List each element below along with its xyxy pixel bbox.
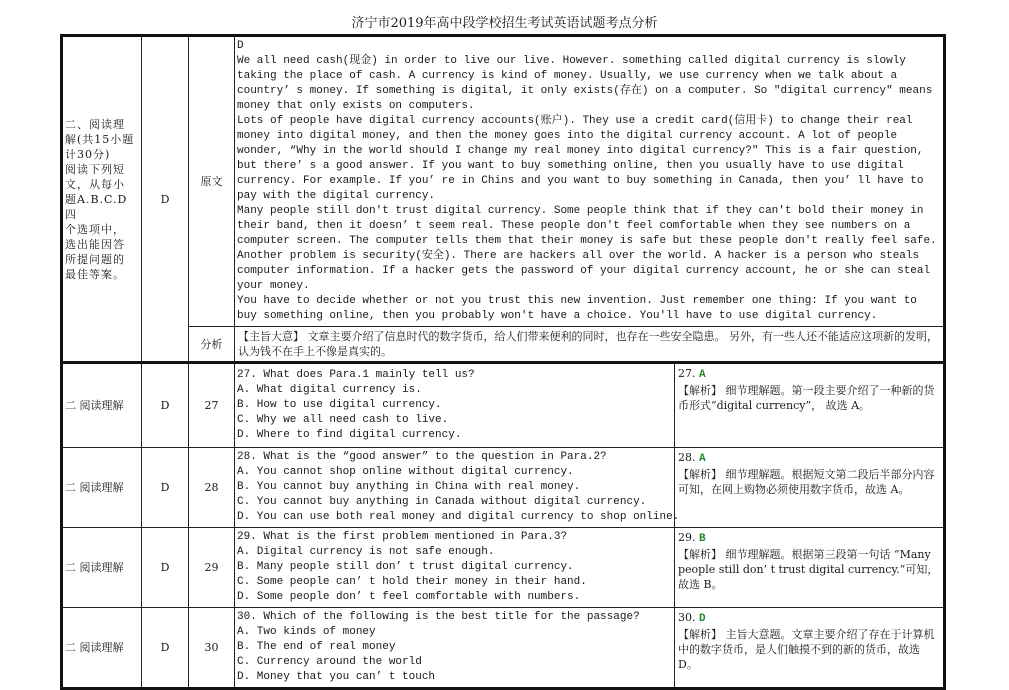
passage-paragraph: We all need cash(现金) in order to live our live. However. something called digital currency is slowly taking the place of cash. A currency is kind of money. Usually, we use currency when we talk about a country’ s money. If something is digital, it only exists(存在) on a computer. So ″digital currency″ means money that only exists on computers. bbox=[237, 55, 933, 112]
answer-explanation: 【解析】 主旨大意题。文章主要介绍了存在于计算机中的数字货币，是人们触摸不到的新的货币，故选 D。 bbox=[678, 628, 935, 671]
answer-letter: A bbox=[699, 369, 706, 381]
answer-prefix: 28. bbox=[678, 451, 696, 464]
question-number: 30 bbox=[189, 608, 235, 689]
passage-paragraph: Lots of people have digital currency accounts(账户). They use a credit card(信用卡) to change their real money into digital money, and then the money goes into the digital currency account. A lot of people wonder, “Why in the world should I change my real money into digital currency?″ This is a fair question, but there’ s a good answer. If you want to buy something online, then you usually have to use digital currency. For example. If you’ re in Chins and you want to buy something in Canada, then you’ ll have to pay with the digital currency. bbox=[237, 115, 924, 202]
question-section: 二 阅读理解 bbox=[62, 528, 142, 608]
question-passage: D bbox=[142, 608, 189, 689]
question-option: A. What digital currency is. bbox=[237, 384, 422, 396]
answer-letter: B bbox=[699, 533, 706, 545]
answer-prefix: 29. bbox=[678, 531, 696, 544]
question-option: A. Two kinds of money bbox=[237, 626, 376, 638]
question-option: B. How to use digital currency. bbox=[237, 399, 442, 411]
answer-line bbox=[678, 530, 940, 547]
question-number: 28 bbox=[189, 448, 235, 528]
passage-paragraph: You have to decide whether or not you trust this new invention. Just remember one thing: If you want to buy something online, then you probably won't have a choice. You'll have to use digital currency. bbox=[237, 295, 917, 322]
passage-row bbox=[62, 36, 945, 327]
answer-explanation: 【解析】 细节理解题。根据短文第二段后半部分内容可知，在网上购物必须使用数字货币，故选 A。 bbox=[678, 468, 935, 496]
answer-line bbox=[678, 450, 940, 467]
question-option: A. Digital currency is not safe enough. bbox=[237, 546, 495, 558]
section-label-line: 阅读下列短 bbox=[65, 162, 125, 176]
question-option: C. You cannot buy anything in Canada without digital currency. bbox=[237, 496, 647, 508]
question-option: B. Many people still don’ t trust digital currency. bbox=[237, 561, 574, 573]
page-title: 济宁市2019年高中段学校招生考试英语试题考点分析 bbox=[351, 16, 658, 31]
section-label-line: 解(共15小题 bbox=[65, 132, 135, 146]
question-number: 27 bbox=[189, 363, 235, 448]
answer-cell bbox=[675, 608, 945, 689]
section-label-line: 题A.B.C.D四 bbox=[65, 192, 128, 221]
analysis-label: 分析 bbox=[189, 327, 235, 363]
answer-cell bbox=[675, 363, 945, 448]
answer-explanation: 【解析】 细节理解题。第一段主要介绍了一种新的货币形式“digital currency”， 故选 A。 bbox=[678, 384, 935, 412]
question-stem: 28. What is the “good answer” to the question in Para.2? bbox=[237, 451, 607, 463]
answer-line bbox=[678, 610, 940, 627]
answer-letter: D bbox=[699, 613, 706, 625]
question-stem: 29. What is the first problem mentioned in Para.3? bbox=[237, 531, 568, 543]
passage-paragraph: Many people still don't trust digital currency. Some people think that if they can't bold their money in their band, then it doesn’ t seem real. These people don't feel comfortable when they see numbers on a computer screen. The computer tells them that their money is safe but these people don't really feel safe. Another problem is security(安全). There are hackers all over the world. A hacker is a person who steals computer information. If a hacker gets the password of your digital currency account, he or she can steal your money. bbox=[237, 205, 937, 292]
section-label-cell bbox=[62, 36, 142, 363]
question-option: D. Money that you can’ t touch bbox=[237, 671, 436, 683]
analysis-row bbox=[62, 327, 945, 363]
answer-cell bbox=[675, 528, 945, 608]
passage-letter-cell: D bbox=[142, 36, 189, 363]
question-text-cell bbox=[235, 528, 675, 608]
answer-cell bbox=[675, 448, 945, 528]
exam-analysis-table bbox=[60, 34, 946, 690]
section-label-line: 所提问题的 bbox=[65, 252, 125, 266]
section-label-line: 个选项中， bbox=[65, 222, 125, 236]
answer-line bbox=[678, 366, 940, 383]
section-label-line: 选出能因答 bbox=[65, 237, 125, 251]
section-label-line: 计30分) bbox=[65, 147, 111, 161]
question-option: C. Some people can’ t hold their money in their hand. bbox=[237, 576, 587, 588]
question-number: 29 bbox=[189, 528, 235, 608]
question-text-cell bbox=[235, 608, 675, 689]
question-row bbox=[62, 448, 945, 528]
section-label-line: 二、阅读理 bbox=[65, 117, 125, 131]
question-option: D. You can use both real money and digital currency to shop online. bbox=[237, 511, 680, 523]
question-passage: D bbox=[142, 528, 189, 608]
question-row bbox=[62, 608, 945, 689]
answer-explanation: 【解析】 细节理解题。根据第三段第一句话 “Many people still don’ t trust digital currency.”可知，故选 B。 bbox=[678, 548, 939, 591]
question-section: 二 阅读理解 bbox=[62, 608, 142, 689]
question-row bbox=[62, 528, 945, 608]
answer-prefix: 27. bbox=[678, 367, 696, 380]
question-passage: D bbox=[142, 448, 189, 528]
passage-text-cell bbox=[235, 36, 945, 327]
question-row bbox=[62, 363, 945, 448]
question-option: D. Some people don’ t feel comfortable with numbers. bbox=[237, 591, 581, 603]
original-text-label: 原文 bbox=[189, 36, 235, 327]
question-text-cell bbox=[235, 448, 680, 528]
question-option: D. Where to find digital currency. bbox=[237, 429, 462, 441]
answer-letter: A bbox=[699, 453, 706, 465]
question-option: B. You cannot buy anything in China with real money. bbox=[237, 481, 581, 493]
question-passage: D bbox=[142, 363, 189, 448]
question-option: A. You cannot shop online without digital currency. bbox=[237, 466, 574, 478]
question-stem: 27. What does Para.1 mainly tell us? bbox=[237, 369, 475, 381]
question-text-cell bbox=[235, 363, 675, 448]
section-label-line: 最佳等案。 bbox=[65, 267, 125, 281]
answer-prefix: 30. bbox=[678, 611, 696, 624]
section-label-line: 文，从每小 bbox=[65, 177, 125, 191]
question-option: B. The end of real money bbox=[237, 641, 396, 653]
question-option: C. Currency around the world bbox=[237, 656, 422, 668]
question-section: 二 阅读理解 bbox=[62, 363, 142, 448]
passage-heading: D bbox=[237, 40, 244, 52]
question-stem: 30. Which of the following is the best title for the passage? bbox=[237, 611, 640, 623]
question-section: 二 阅读理解 bbox=[62, 448, 142, 528]
analysis-text: 【主旨大意】 文章主要介绍了信息时代的数字货币，给人们带来便利的同时，也存在一些安全隐患。 另外，有一些人还不能适应这项新的发明， 认为钱不在手上不像是真实的。 bbox=[235, 327, 945, 363]
question-option: C. Why we all need cash to live. bbox=[237, 414, 449, 426]
